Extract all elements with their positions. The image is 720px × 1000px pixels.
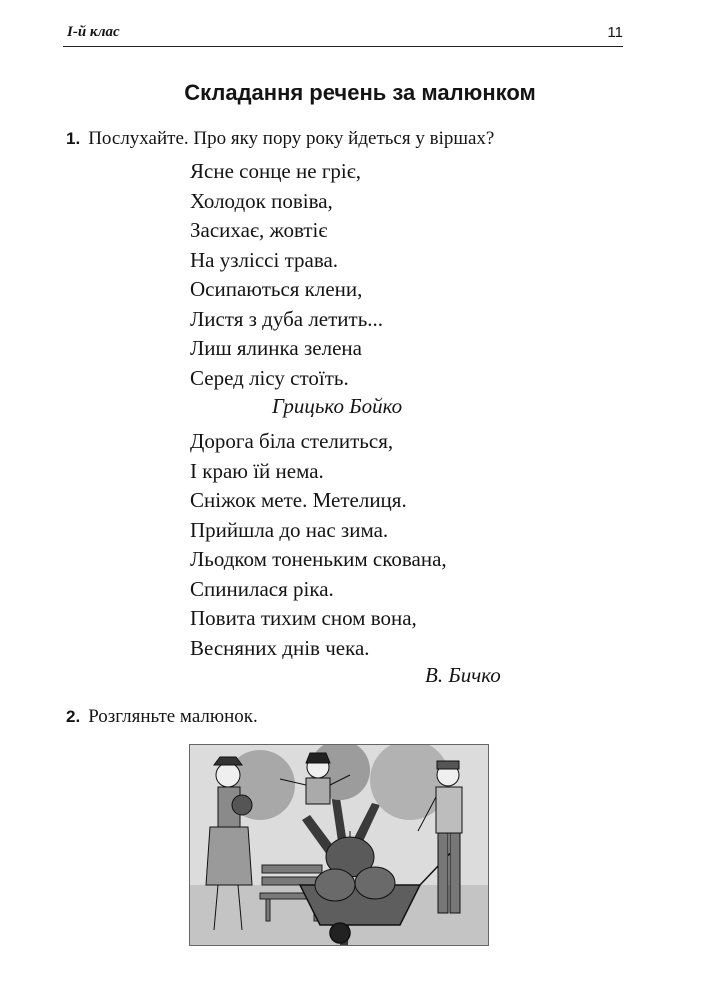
- autumn-harvest-illustration: [189, 744, 489, 946]
- task-1: [66, 128, 494, 150]
- poem-line: Весняних днів чека.: [190, 635, 370, 660]
- poem-1-author: Грицько Бойко: [272, 394, 403, 418]
- poem-2: [190, 427, 447, 663]
- poem-line: Листя з дуба летить...: [190, 306, 384, 331]
- poem-1: [190, 157, 383, 393]
- poem-line: Ясне сонце не гріє,: [190, 159, 362, 183]
- poem-line: Спинилася ріка.: [190, 576, 334, 601]
- poem-line: Повита тихим сном вона,: [190, 606, 417, 630]
- task-2-number: 2.: [66, 707, 81, 726]
- poem-line: Засихає, жовтіє: [190, 218, 328, 242]
- page-number: 11: [607, 24, 623, 41]
- page-title: Складання речень за малюнком: [184, 80, 536, 105]
- task-2: [66, 706, 258, 728]
- task-1-text: Послухайте. Про яку пору року йдеться у віршах?: [88, 128, 495, 149]
- poem-line: Прийшла до нас зима.: [190, 517, 389, 542]
- poem-line: Лиш ялинка зелена: [190, 336, 362, 360]
- page-header: [63, 22, 623, 44]
- poem-line: Серед лісу стоїть.: [190, 365, 349, 390]
- poem-line: Льодком тоненьким скована,: [190, 547, 447, 571]
- poem-2-author: В. Бичко: [425, 663, 501, 687]
- poem-line: Осипаються клени,: [190, 277, 363, 301]
- header-rule: [63, 46, 623, 47]
- poem-line: Холодок повіва,: [190, 188, 333, 213]
- poem-line: Сніжок мете. Метелиця.: [190, 488, 407, 512]
- grade-label: І-й клас: [67, 24, 120, 40]
- task-2-text: Розгляньте малюнок.: [88, 706, 258, 727]
- task-1-number: 1.: [66, 129, 81, 148]
- poem-line: Дорога біла стелиться,: [190, 429, 394, 453]
- poem-line: На узліссі трава.: [190, 247, 339, 272]
- poem-line: І краю їй нема.: [190, 458, 324, 483]
